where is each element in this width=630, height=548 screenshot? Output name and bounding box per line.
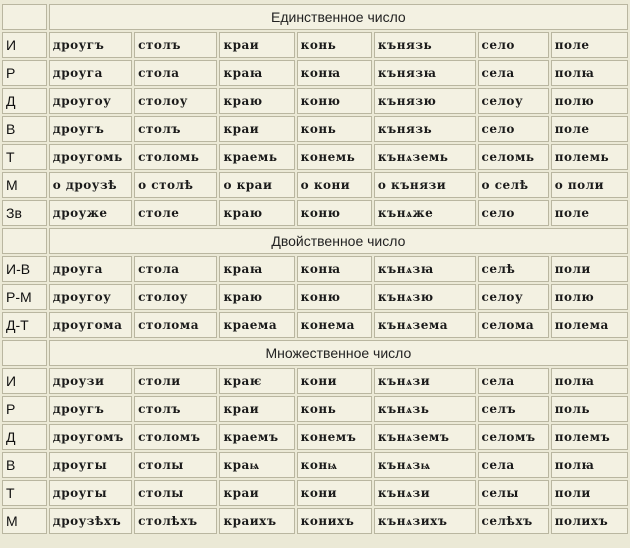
section-title-singular: Единственное число	[49, 4, 628, 30]
word-form-cell: столома	[134, 312, 217, 338]
word-form-cell: краѩ	[219, 452, 294, 478]
word-form-cell: о поли	[551, 172, 628, 198]
word-form-cell: краема	[219, 312, 294, 338]
word-form-cell: кънѧзꙗ	[374, 256, 476, 282]
section-header-row-singular	[2, 4, 628, 30]
word-form-cell: селѣхъ	[478, 508, 549, 534]
word-form-cell: столъ	[134, 396, 217, 422]
word-form-cell: конемь	[297, 144, 372, 170]
word-form-cell: конꙗ	[297, 256, 372, 282]
word-form-cell: села	[478, 368, 549, 394]
table-row	[2, 284, 628, 310]
word-form-cell: коню	[297, 284, 372, 310]
case-label: В	[2, 116, 47, 142]
word-form-cell: конꙗ	[297, 60, 372, 86]
table-row	[2, 480, 628, 506]
word-form-cell: о дроузѣ	[49, 172, 132, 198]
word-form-cell: дроузи	[49, 368, 132, 394]
case-label: Д-Т	[2, 312, 47, 338]
word-form-cell: полꙗ	[551, 60, 628, 86]
word-form-cell: дроугы	[49, 480, 132, 506]
table-row	[2, 452, 628, 478]
declension-table-body	[2, 4, 628, 534]
table-row	[2, 368, 628, 394]
word-form-cell: кънязь	[374, 32, 476, 58]
word-form-cell: о селѣ	[478, 172, 549, 198]
word-form-cell: дроугъ	[49, 396, 132, 422]
word-form-cell: конемъ	[297, 424, 372, 450]
word-form-cell: полихъ	[551, 508, 628, 534]
word-form-cell: полю	[551, 88, 628, 114]
table-row	[2, 396, 628, 422]
word-form-cell: краю	[219, 88, 294, 114]
word-form-cell: столы	[134, 452, 217, 478]
case-label: М	[2, 508, 47, 534]
word-form-cell: дроугомъ	[49, 424, 132, 450]
word-form-cell: полꙗ	[551, 368, 628, 394]
word-form-cell: конь	[297, 116, 372, 142]
word-form-cell: полꙗ	[551, 452, 628, 478]
word-form-cell: дроугы	[49, 452, 132, 478]
word-form-cell: коню	[297, 200, 372, 226]
table-row	[2, 116, 628, 142]
word-form-cell: кънѧзи	[374, 480, 476, 506]
case-label: Р	[2, 396, 47, 422]
word-form-cell: дроуга	[49, 60, 132, 86]
word-form-cell: дроугоу	[49, 284, 132, 310]
word-form-cell: стола	[134, 60, 217, 86]
word-form-cell: краи	[219, 32, 294, 58]
word-form-cell: кънѧзю	[374, 284, 476, 310]
word-form-cell: столъ	[134, 116, 217, 142]
case-label: Р	[2, 60, 47, 86]
word-form-cell: краи	[219, 396, 294, 422]
word-form-cell: села	[478, 452, 549, 478]
word-form-cell: краю	[219, 284, 294, 310]
word-form-cell: краи	[219, 116, 294, 142]
word-form-cell: столѣхъ	[134, 508, 217, 534]
word-form-cell: конь	[297, 396, 372, 422]
word-form-cell: краꙗ	[219, 60, 294, 86]
word-form-cell: кънѧземь	[374, 144, 476, 170]
word-form-cell: кънѧзема	[374, 312, 476, 338]
table-row	[2, 60, 628, 86]
word-form-cell: кънѧзихъ	[374, 508, 476, 534]
word-form-cell: кънязь	[374, 116, 476, 142]
case-label: В	[2, 452, 47, 478]
word-form-cell: село	[478, 116, 549, 142]
word-form-cell: селома	[478, 312, 549, 338]
case-label: Р-М	[2, 284, 47, 310]
word-form-cell: конихъ	[297, 508, 372, 534]
word-form-cell: полема	[551, 312, 628, 338]
word-form-cell: полемь	[551, 144, 628, 170]
case-label: М	[2, 172, 47, 198]
word-form-cell: кънѧже	[374, 200, 476, 226]
word-form-cell: кънѧзи	[374, 368, 476, 394]
word-form-cell: дроугомь	[49, 144, 132, 170]
word-form-cell: села	[478, 60, 549, 86]
word-form-cell: столъ	[134, 32, 217, 58]
table-row	[2, 32, 628, 58]
word-form-cell: дроугъ	[49, 116, 132, 142]
word-form-cell: дроугома	[49, 312, 132, 338]
word-form-cell: село	[478, 32, 549, 58]
word-form-cell: о кони	[297, 172, 372, 198]
word-form-cell: селомъ	[478, 424, 549, 450]
table-row	[2, 256, 628, 282]
word-form-cell: селы	[478, 480, 549, 506]
word-form-cell: столы	[134, 480, 217, 506]
case-label: Т	[2, 480, 47, 506]
word-form-cell: конѩ	[297, 452, 372, 478]
word-form-cell: кънѧземъ	[374, 424, 476, 450]
case-label: Д	[2, 424, 47, 450]
table-row	[2, 424, 628, 450]
corner-cell	[2, 4, 47, 30]
case-label: И	[2, 368, 47, 394]
word-form-cell: дроузѣхъ	[49, 508, 132, 534]
table-row	[2, 144, 628, 170]
word-form-cell: дроуга	[49, 256, 132, 282]
word-form-cell: полемъ	[551, 424, 628, 450]
case-label: Зв	[2, 200, 47, 226]
word-form-cell: краихъ	[219, 508, 294, 534]
word-form-cell: о кънязи	[374, 172, 476, 198]
word-form-cell: конь	[297, 32, 372, 58]
case-label: Д	[2, 88, 47, 114]
word-form-cell: поле	[551, 116, 628, 142]
word-form-cell: кънязꙗ	[374, 60, 476, 86]
word-form-cell: поли	[551, 480, 628, 506]
table-row	[2, 200, 628, 226]
word-form-cell: стола	[134, 256, 217, 282]
word-form-cell: конема	[297, 312, 372, 338]
word-form-cell: селоу	[478, 284, 549, 310]
word-form-cell: кони	[297, 368, 372, 394]
word-form-cell: столомъ	[134, 424, 217, 450]
word-form-cell: село	[478, 200, 549, 226]
word-form-cell: кони	[297, 480, 372, 506]
word-form-cell: столомь	[134, 144, 217, 170]
table-row	[2, 172, 628, 198]
word-form-cell: краѥ	[219, 368, 294, 394]
case-label: И-В	[2, 256, 47, 282]
word-form-cell: полю	[551, 284, 628, 310]
word-form-cell: селъ	[478, 396, 549, 422]
word-form-cell: кънѧзѩ	[374, 452, 476, 478]
corner-cell	[2, 228, 47, 254]
word-form-cell: краемь	[219, 144, 294, 170]
word-form-cell: столе	[134, 200, 217, 226]
table-row	[2, 88, 628, 114]
section-header-row-dual	[2, 228, 628, 254]
word-form-cell: поле	[551, 32, 628, 58]
section-title-plural: Множественное число	[49, 340, 628, 366]
word-form-cell: о столѣ	[134, 172, 217, 198]
declension-table	[0, 2, 630, 536]
table-row	[2, 508, 628, 534]
table-row	[2, 312, 628, 338]
word-form-cell: поли	[551, 256, 628, 282]
word-form-cell: краꙗ	[219, 256, 294, 282]
word-form-cell: поле	[551, 200, 628, 226]
word-form-cell: селомь	[478, 144, 549, 170]
word-form-cell: дроугъ	[49, 32, 132, 58]
word-form-cell: дроугоу	[49, 88, 132, 114]
word-form-cell: краи	[219, 480, 294, 506]
word-form-cell: столоу	[134, 284, 217, 310]
corner-cell	[2, 340, 47, 366]
word-form-cell: дроуже	[49, 200, 132, 226]
word-form-cell: столоу	[134, 88, 217, 114]
word-form-cell: краю	[219, 200, 294, 226]
section-title-dual: Двойственное число	[49, 228, 628, 254]
word-form-cell: столи	[134, 368, 217, 394]
word-form-cell: селѣ	[478, 256, 549, 282]
case-label: Т	[2, 144, 47, 170]
word-form-cell: краемъ	[219, 424, 294, 450]
section-header-row-plural	[2, 340, 628, 366]
word-form-cell: поль	[551, 396, 628, 422]
word-form-cell: коню	[297, 88, 372, 114]
case-label: И	[2, 32, 47, 58]
word-form-cell: кънѧзь	[374, 396, 476, 422]
word-form-cell: кънязю	[374, 88, 476, 114]
word-form-cell: селоу	[478, 88, 549, 114]
word-form-cell: о краи	[219, 172, 294, 198]
